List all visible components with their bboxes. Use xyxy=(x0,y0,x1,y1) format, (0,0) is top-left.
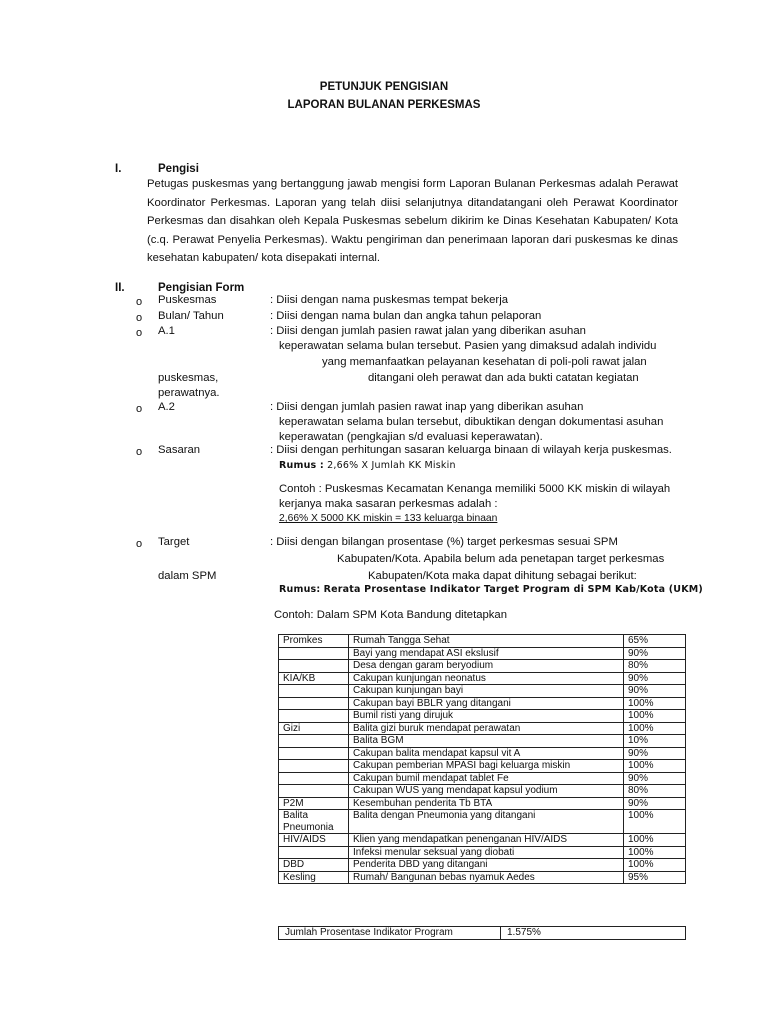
table-row xyxy=(279,710,686,723)
program-cell xyxy=(279,710,349,723)
target-cell: 80% xyxy=(624,660,686,673)
target-formula xyxy=(279,584,703,595)
table-row xyxy=(279,747,686,760)
indicator-cell: Cakupan WUS yang mendapat kapsul yodium xyxy=(349,785,624,798)
program-cell: Balita Pneumonia xyxy=(279,810,349,834)
table-row xyxy=(279,722,686,735)
field-desc-a1-line2: keperawatan selama bulan tersebut. Pasien yang dimaksud adalah individu xyxy=(279,340,657,352)
program-cell xyxy=(279,747,349,760)
indicator-cell: Penderita DBD yang ditangani xyxy=(349,859,624,872)
program-cell: DBD xyxy=(279,859,349,872)
table-row xyxy=(279,647,686,660)
table-row xyxy=(279,772,686,785)
indicator-cell: Balita BGM xyxy=(349,735,624,748)
program-cell xyxy=(279,685,349,698)
target-cell: 65% xyxy=(624,635,686,648)
indicator-cell: Balita dengan Pneumonia yang ditangani xyxy=(349,810,624,834)
table-row xyxy=(279,846,686,859)
paragraph-line: Petugas puskesmas yang bertanggung jawab mengisi form Laporan Bulanan Perkesmas adalah Perawat xyxy=(147,178,678,190)
bullet: o xyxy=(136,312,143,324)
program-cell: HIV/AIDS xyxy=(279,834,349,847)
indicator-cell: Bayi yang mendapat ASI ekslusif xyxy=(349,647,624,660)
indicator-cell: Balita gizi buruk mendapat perawatan xyxy=(349,722,624,735)
indicator-cell: Klien yang mendapatkan penenganan HIV/AIDS xyxy=(349,834,624,847)
field-desc-target-line3: Kabupaten/Kota maka dapat dihitung sebagai berikut: xyxy=(368,570,637,582)
field-desc-a1-left: puskesmas, xyxy=(158,372,219,384)
program-cell: Kesling xyxy=(279,871,349,884)
document-subtitle: LAPORAN BULANAN PERKESMAS xyxy=(287,99,481,111)
section-2-number: II. xyxy=(115,282,125,294)
program-cell: KIA/KB xyxy=(279,672,349,685)
target-cell: 100% xyxy=(624,710,686,723)
program-cell xyxy=(279,760,349,773)
field-desc-a1-line1: : Diisi dengan jumlah pasien rawat jalan yang diberikan asuhan xyxy=(270,325,586,337)
program-cell xyxy=(279,735,349,748)
program-cell: Promkes xyxy=(279,635,349,648)
bullet: o xyxy=(136,327,143,339)
table-row xyxy=(279,685,686,698)
paragraph-line: kesehatan kabupaten/ kota disepakati internal. xyxy=(147,252,381,264)
field-label-a2: A.2 xyxy=(158,401,175,413)
target-cell: 100% xyxy=(624,859,686,872)
total-row xyxy=(279,927,686,940)
target-cell: 95% xyxy=(624,871,686,884)
table-row xyxy=(279,871,686,884)
program-cell xyxy=(279,785,349,798)
field-desc-target-line2: Kabupaten/Kota. Apabila belum ada penetapan target perkesmas xyxy=(337,553,665,565)
field-desc-target-line1: : Diisi dengan bilangan prosentase (%) target perkesmas sesuai SPM xyxy=(270,536,618,548)
target-cell: 90% xyxy=(624,772,686,785)
table-row xyxy=(279,735,686,748)
program-cell: Gizi xyxy=(279,722,349,735)
target-cell: 100% xyxy=(624,697,686,710)
program-cell xyxy=(279,660,349,673)
section-2-title: Pengisian Form xyxy=(158,282,245,294)
indicator-cell: Cakupan pemberian MPASI bagi keluarga miskin xyxy=(349,760,624,773)
table-row xyxy=(279,635,686,648)
indicator-cell: Cakupan kunjungan neonatus xyxy=(349,672,624,685)
field-desc-a1-line4: ditangani oleh perawat dan ada bukti catatan kegiatan xyxy=(368,372,639,384)
target-cell: 90% xyxy=(624,685,686,698)
target-cell: 90% xyxy=(624,747,686,760)
field-desc-a1-line3: yang memanfaatkan pelayanan kesehatan di poli-poli rawat jalan xyxy=(322,356,647,368)
table-row xyxy=(279,697,686,710)
target-example: Contoh: Dalam SPM Kota Bandung ditetapkan xyxy=(274,609,507,621)
table-row xyxy=(279,660,686,673)
target-table-body xyxy=(279,635,686,884)
target-cell: 90% xyxy=(624,647,686,660)
target-table xyxy=(278,634,686,884)
bullet: o xyxy=(136,296,143,308)
field-desc-a2-line3: keperawatan (pengkajian s/d evaluasi keperawatan). xyxy=(279,431,543,443)
formula-text: 2,66% X Jumlah KK Miskin xyxy=(327,460,456,471)
indicator-cell: Cakupan balita mendapat kapsul vit A xyxy=(349,747,624,760)
indicator-cell: Desa dengan garam beryodium xyxy=(349,660,624,673)
field-label-target-2: dalam SPM xyxy=(158,570,217,582)
target-cell: 100% xyxy=(624,834,686,847)
formula-text: Rerata Prosentase Indikator Target Program di SPM Kab/Kota (UKM) xyxy=(323,584,703,595)
sasaran-example-calc: 2,66% X 5000 KK miskin = 133 keluarga binaan xyxy=(279,513,498,524)
paragraph-line: Koordinator Perkesmas. Laporan yang telah diisi selanjutnya ditandatangani oleh Perawat Koordinator xyxy=(147,196,678,209)
field-desc-sasaran-line1: : Diisi dengan perhitungan sasaran keluarga binaan di wilayah kerja puskesmas. xyxy=(270,444,672,456)
program-cell xyxy=(279,647,349,660)
paragraph-line: (c.q. Perawat Penyelia Perkesmas). Waktu pengiriman dan penerimaan laporan dari puskesmas ke dinas xyxy=(147,233,678,246)
program-cell xyxy=(279,697,349,710)
indicator-cell: Cakupan bayi BBLR yang ditangani xyxy=(349,697,624,710)
section-1-number: I. xyxy=(115,163,122,175)
section-1-title: Pengisi xyxy=(158,163,199,175)
indicator-cell: Kesembuhan penderita Tb BTA xyxy=(349,797,624,810)
table-row xyxy=(279,810,686,834)
bullet: o xyxy=(136,403,143,415)
program-cell: P2M xyxy=(279,797,349,810)
table-row xyxy=(279,785,686,798)
total-value: 1.575% xyxy=(501,927,686,940)
indicator-cell: Bumil risti yang dirujuk xyxy=(349,710,624,723)
field-label-a1: A.1 xyxy=(158,325,175,337)
table-row xyxy=(279,797,686,810)
target-cell: 100% xyxy=(624,760,686,773)
field-label-target: Target xyxy=(158,536,190,548)
sasaran-example-line1: Contoh : Puskesmas Kecamatan Kenanga memiliki 5000 KK miskin di wilayah xyxy=(279,483,671,495)
field-label-bulan-tahun: Bulan/ Tahun xyxy=(158,310,224,322)
table-row xyxy=(279,672,686,685)
field-desc-bulan-tahun: : Diisi dengan nama bulan dan angka tahun pelaporan xyxy=(270,310,542,322)
field-desc-puskesmas: : Diisi dengan nama puskesmas tempat bekerja xyxy=(270,294,508,306)
indicator-cell: Cakupan kunjungan bayi xyxy=(349,685,624,698)
indicator-cell: Rumah/ Bangunan bebas nyamuk Aedes xyxy=(349,871,624,884)
target-cell: 100% xyxy=(624,846,686,859)
paragraph-line: Perkesmas dan disahkan oleh Kepala Puskesmas sebelum dikirim ke Dinas Kesehatan Kabupaten/ Kota xyxy=(147,215,678,227)
field-label-puskesmas: Puskesmas xyxy=(158,294,217,306)
target-cell: 10% xyxy=(624,735,686,748)
indicator-cell: Cakupan bumil mendapat tablet Fe xyxy=(349,772,624,785)
sasaran-example-line2: kerjanya maka sasaran perkesmas adalah : xyxy=(279,498,498,510)
total-table xyxy=(278,926,686,940)
formula-label: Rumus : xyxy=(279,460,324,471)
total-label: Jumlah Prosentase Indikator Program xyxy=(279,927,501,940)
bullet: o xyxy=(136,446,143,458)
program-cell xyxy=(279,772,349,785)
target-cell: 90% xyxy=(624,797,686,810)
target-cell: 100% xyxy=(624,722,686,735)
table-row xyxy=(279,760,686,773)
formula-label: Rumus: xyxy=(279,584,321,595)
document-title: PETUNJUK PENGISIAN xyxy=(319,81,449,93)
table-row xyxy=(279,859,686,872)
field-desc-a2-line1: : Diisi dengan jumlah pasien rawat inap yang diberikan asuhan xyxy=(270,401,584,413)
field-label-sasaran: Sasaran xyxy=(158,444,201,456)
indicator-cell: Rumah Tangga Sehat xyxy=(349,635,624,648)
program-cell xyxy=(279,846,349,859)
bullet: o xyxy=(136,538,143,550)
field-desc-a1-line5: perawatnya. xyxy=(158,387,220,399)
sasaran-formula xyxy=(279,460,456,471)
target-cell: 80% xyxy=(624,785,686,798)
indicator-cell: Infeksi menular seksual yang diobati xyxy=(349,846,624,859)
section-1-paragraph xyxy=(147,175,678,268)
field-desc-a2-line2: keperawatan selama bulan tersebut, dibuktikan dengan dokumentasi asuhan xyxy=(279,416,664,428)
table-row xyxy=(279,834,686,847)
target-cell: 90% xyxy=(624,672,686,685)
target-cell: 100% xyxy=(624,810,686,834)
